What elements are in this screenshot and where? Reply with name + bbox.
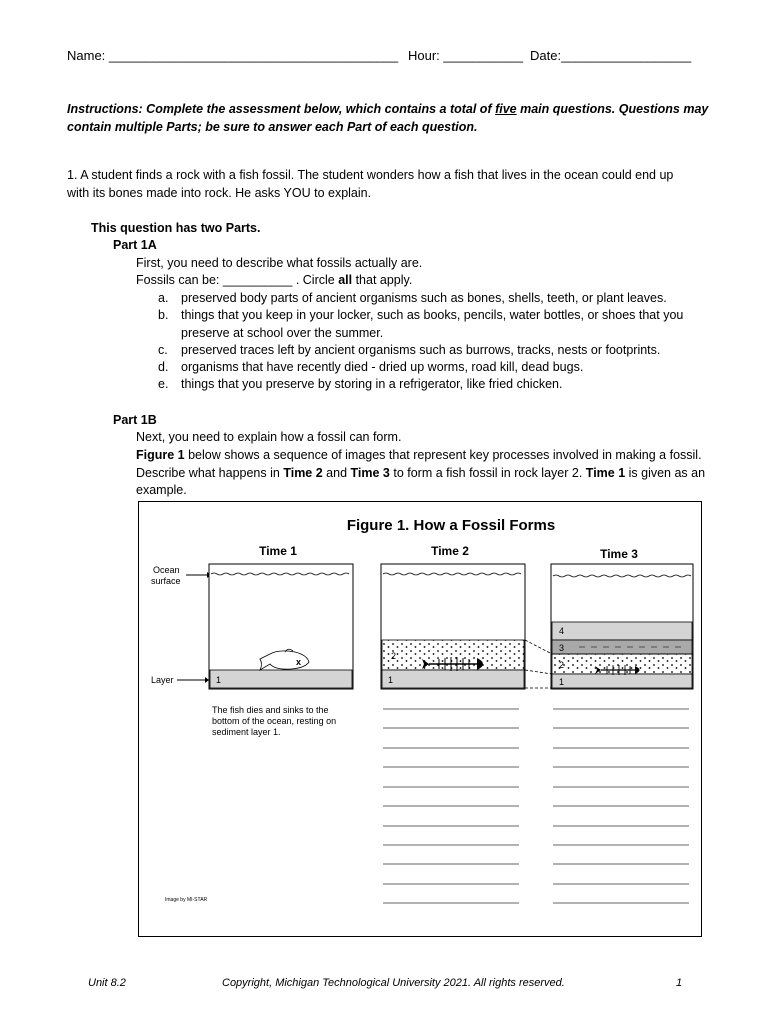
footer-copyright: Copyright, Michigan Technological University 2021. All rights reserved. bbox=[222, 977, 565, 989]
time-3-panel bbox=[551, 564, 693, 689]
instructions-post: main questions. Questions may bbox=[516, 102, 709, 116]
option-c-text[interactable]: preserved traces left by ancient organisms such as burrows, tracks, nests or footprints. bbox=[181, 343, 661, 357]
t2-layer-1: 1 bbox=[388, 675, 394, 685]
time-3-answer-lines[interactable] bbox=[553, 709, 689, 903]
option-d-text[interactable]: organisms that have recently died - dried up worms, road kill, dead bugs. bbox=[181, 360, 584, 374]
option-b-text[interactable]: things that you keep in your locker, such as books, pencils, water bottles, or shoes that you bbox=[181, 308, 684, 322]
line3-c: and bbox=[322, 466, 351, 480]
instructions-line-2: contain multiple Parts; be sure to answer each Part of each question. bbox=[67, 120, 478, 134]
instructions-emph: five bbox=[495, 102, 517, 116]
part-1a-title: Part 1A bbox=[113, 238, 157, 252]
prompt-post: that apply. bbox=[352, 273, 413, 287]
part-1b-line-3 bbox=[136, 465, 705, 482]
part-1a-prompt bbox=[136, 272, 412, 289]
figure-title: Figure 1. How a Fossil Forms bbox=[346, 517, 556, 534]
prompt-bold: all bbox=[338, 273, 353, 287]
prompt-pre: Fossils can be: __________ . Circle bbox=[136, 273, 339, 287]
name-field-label[interactable]: Name: ________________________________________ bbox=[67, 48, 399, 63]
time-1-panel bbox=[209, 564, 353, 689]
time-2-panel bbox=[381, 564, 525, 689]
question-1-line-1: 1. A student finds a rock with a fish fossil. The student wonders how a fish that lives in the ocean could end up bbox=[67, 168, 674, 182]
caption-line-1: The fish dies and sinks to the bbox=[212, 705, 329, 715]
time-2-answer-lines[interactable] bbox=[383, 709, 519, 903]
t3-layer-1: 1 bbox=[559, 677, 565, 687]
t1-layer-1: 1 bbox=[216, 675, 222, 685]
time-2-label: Time 2 bbox=[431, 544, 469, 558]
figure-1 bbox=[138, 501, 702, 937]
two-parts-note: This question has two Parts. bbox=[91, 221, 261, 235]
time-3-label: Time 3 bbox=[600, 547, 638, 561]
footer-unit: Unit 8.2 bbox=[88, 977, 126, 989]
question-1-line-2: with its bones made into rock. He asks YOU to explain. bbox=[67, 186, 372, 200]
line3-g: is given as an bbox=[625, 466, 706, 480]
time-1-label: Time 1 bbox=[259, 544, 297, 558]
t2-layer-2: 2 bbox=[391, 651, 397, 661]
line2-rest: below shows a sequence of images that represent key processes involved in making a fossil. bbox=[184, 448, 702, 462]
date-field-label[interactable]: Date:__________________ bbox=[530, 48, 692, 63]
footer-page-number: 1 bbox=[676, 977, 683, 989]
option-c-letter[interactable]: c. bbox=[158, 343, 168, 357]
line3-a: Describe what happens in bbox=[136, 466, 284, 480]
image-credit: Image by MI-STAR bbox=[165, 897, 208, 903]
part-1b-line-1: Next, you need to explain how a fossil can form. bbox=[136, 430, 402, 444]
t3-layer-2: 2 bbox=[559, 660, 565, 670]
caption-line-2: bottom of the ocean, resting on bbox=[212, 716, 337, 726]
part-1b-title: Part 1B bbox=[113, 413, 157, 427]
line3-e: to form a fish fossil in rock layer 2. bbox=[389, 466, 586, 480]
part-1b-line-2 bbox=[136, 447, 702, 464]
option-b-letter[interactable]: b. bbox=[158, 308, 169, 322]
t3-layer-4: 4 bbox=[559, 626, 565, 636]
option-a-text[interactable]: preserved body parts of ancient organisms such as bones, shells, teeth, or plant leaves. bbox=[181, 291, 667, 305]
time1-ref: Time 1 bbox=[585, 466, 626, 480]
instructions-pre: Instructions: Complete the assessment below, which contains a total of bbox=[67, 102, 496, 116]
ocean-label-2: surface bbox=[151, 576, 181, 586]
option-d-letter[interactable]: d. bbox=[158, 360, 169, 374]
time3-ref: Time 3 bbox=[350, 466, 390, 480]
layer-connectors bbox=[525, 640, 552, 688]
instructions-line-1 bbox=[67, 101, 708, 118]
figure-1-drawing bbox=[139, 502, 703, 938]
hour-field-label[interactable]: Hour: ___________ bbox=[408, 48, 523, 63]
part-1a-intro: First, you need to describe what fossils actually are. bbox=[136, 256, 423, 270]
part-1b-line-4: example. bbox=[136, 483, 187, 497]
layer-label: Layer bbox=[151, 675, 174, 685]
option-e-text[interactable]: things that you preserve by storing in a refrigerator, like fried chicken. bbox=[181, 377, 563, 391]
option-e-letter[interactable]: e. bbox=[158, 377, 169, 391]
caption-line-3: sediment layer 1. bbox=[212, 727, 281, 737]
option-a-letter[interactable]: a. bbox=[158, 291, 169, 305]
svg-text:x: x bbox=[296, 657, 302, 667]
layer-arrow-head bbox=[205, 677, 209, 683]
ocean-label-1: Ocean bbox=[153, 565, 180, 575]
t3-layer-3: 3 bbox=[559, 643, 565, 653]
figure-ref: Figure 1 bbox=[136, 448, 185, 462]
option-b-text-cont[interactable]: preserve at school over the summer. bbox=[181, 326, 384, 340]
time2-ref: Time 2 bbox=[283, 466, 323, 480]
